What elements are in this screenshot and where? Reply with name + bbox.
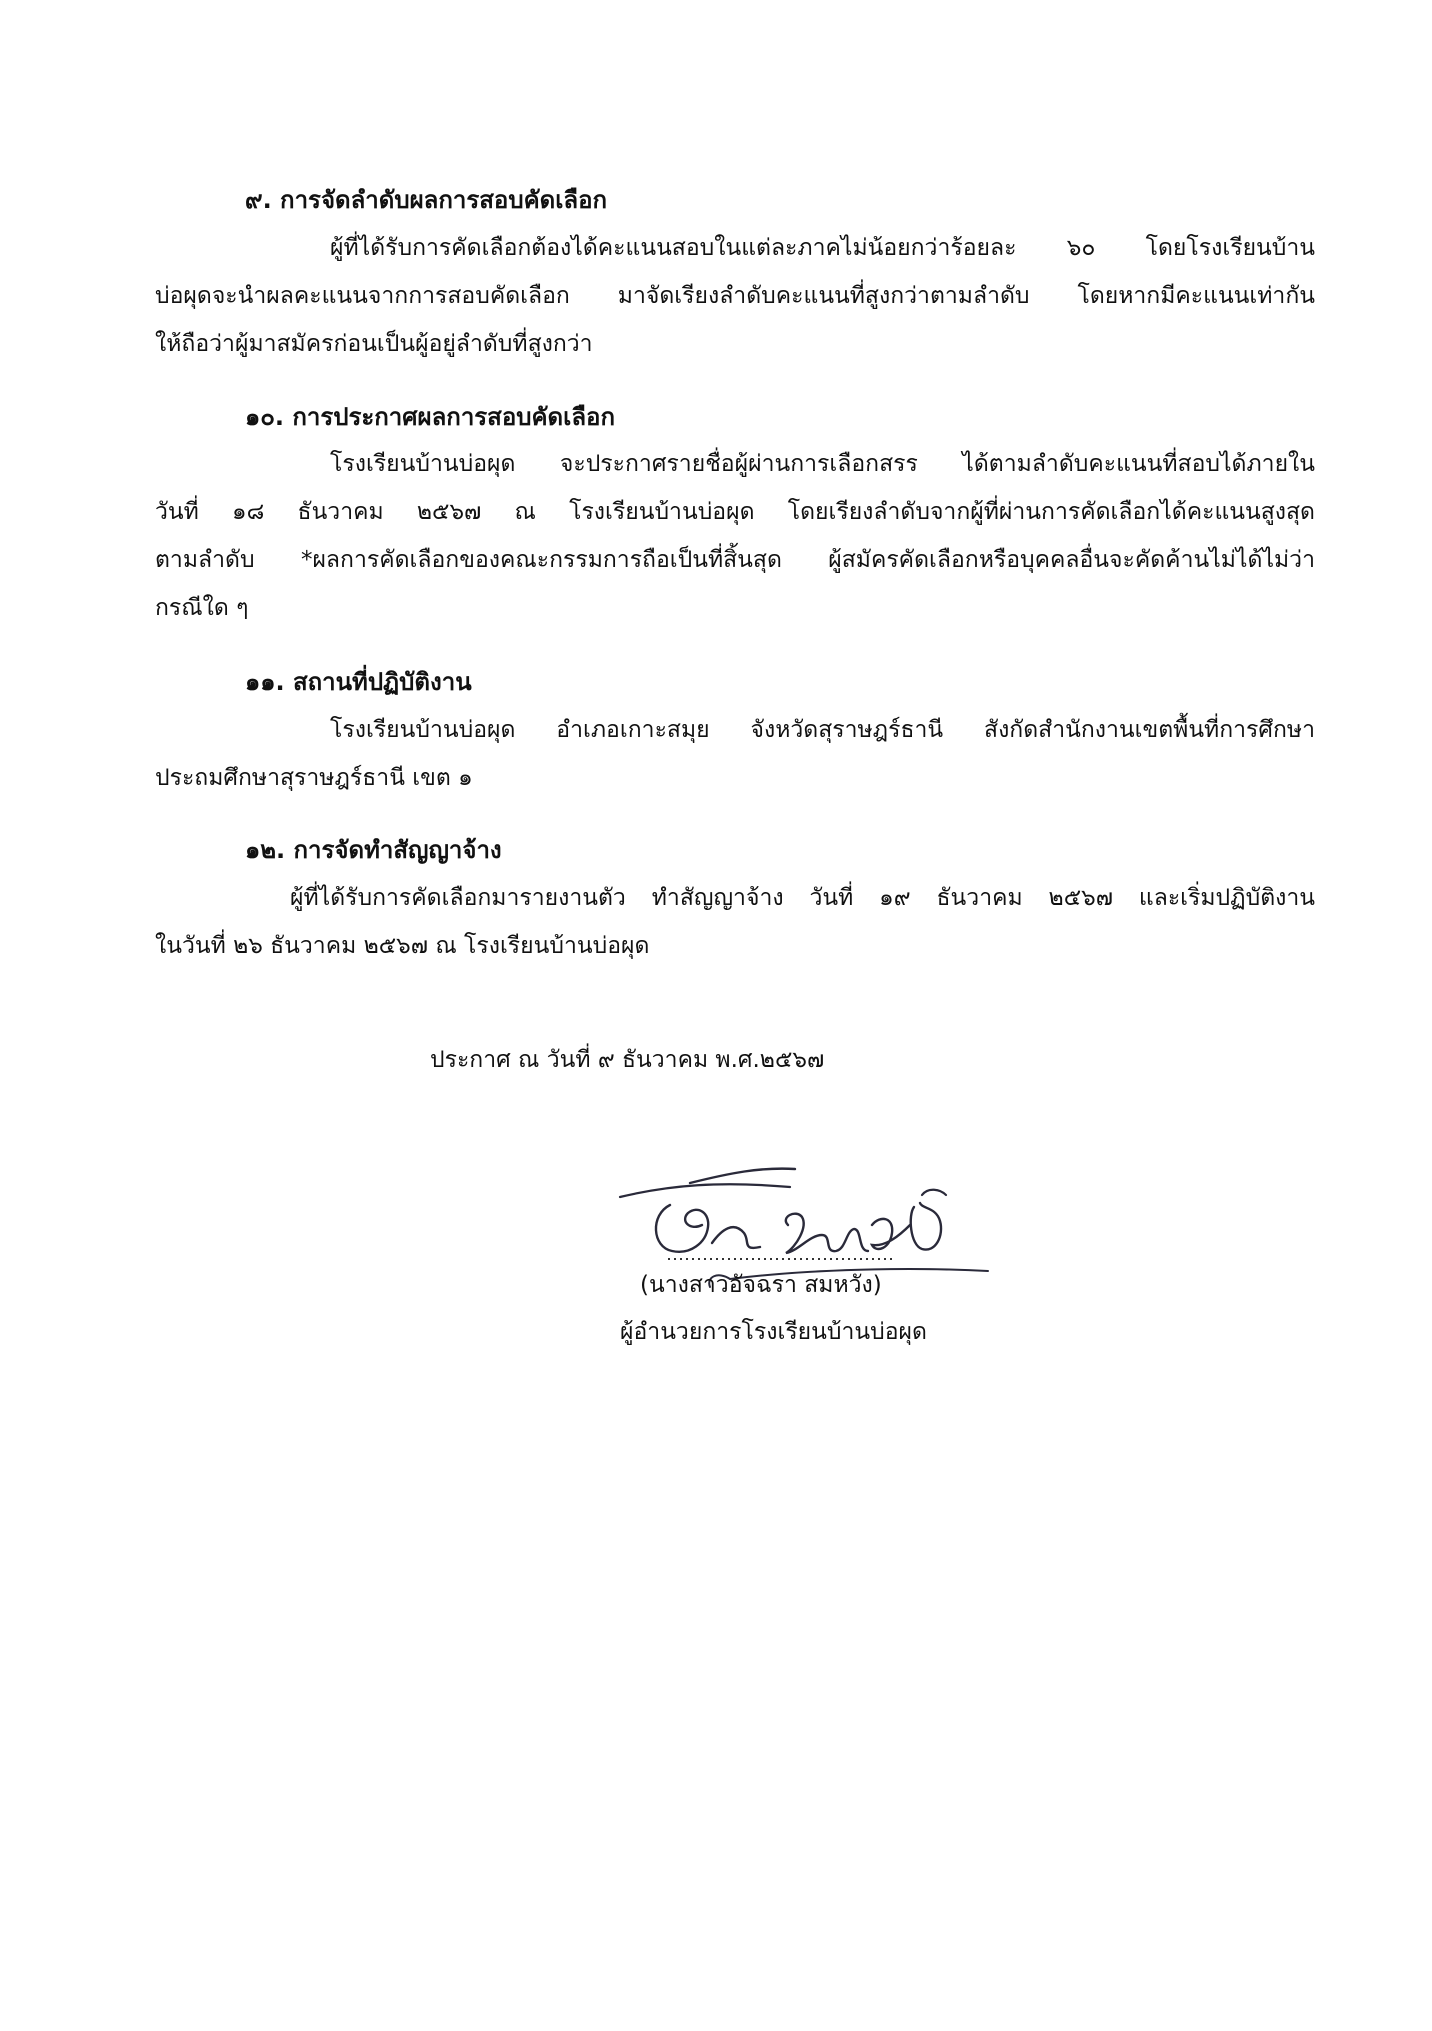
section-10-line-2: วันที่ ๑๘ ธันวาคม ๒๕๖๗ ณ โรงเรียนบ้านบ่อผุด โดยเรียงลำดับจากผู้ที่ผ่านการคัดเลือกได้คะแนนสูงสุด: [155, 499, 1315, 525]
section-10-line-1: โรงเรียนบ้านบ่อผุด จะประกาศรายชื่อผู้ผ่านการเลือกสรร ได้ตามลำดับคะแนนที่สอบได้ภายใน: [330, 451, 1315, 477]
section-10-line-4: กรณีใด ๆ: [155, 595, 249, 621]
section-10-line-3: ตามลำดับ *ผลการคัดเลือกของคณะกรรมการถือเป็นที่สิ้นสุด ผู้สมัครคัดเลือกหรือบุคคลอื่นจะคัดค้านไม่ได้ไม่ว่า: [155, 547, 1315, 573]
signer-title: ผู้อำนวยการโรงเรียนบ้านบ่อผุด: [620, 1319, 927, 1345]
signer-name: (นางสาวอัจฉรา สมหวัง): [640, 1272, 882, 1298]
section-10-heading: ๑๐. การประกาศผลการสอบคัดเลือก: [245, 403, 615, 431]
section-11-line-1: โรงเรียนบ้านบ่อผุด อำเภอเกาะสมุย จังหวัดสุราษฎร์ธานี สังกัดสำนักงานเขตพื้นที่การศึกษา: [330, 717, 1315, 743]
section-12-heading: ๑๒. การจัดทำสัญญาจ้าง: [245, 836, 502, 864]
announcement-date: ประกาศ ณ วันที่ ๙ ธันวาคม พ.ศ.๒๕๖๗: [430, 1047, 825, 1073]
section-11-line-2: ประถมศึกษาสุราษฎร์ธานี เขต ๑: [155, 765, 473, 791]
section-9-line-3: ให้ถือว่าผู้มาสมัครก่อนเป็นผู้อยู่ลำดับที่สูงกว่า: [155, 331, 593, 357]
section-12-line-1: ผู้ที่ได้รับการคัดเลือกมารายงานตัว ทำสัญญาจ้าง วันที่ ๑๙ ธันวาคม ๒๕๖๗ และเริ่มปฏิบัติงาน: [290, 885, 1315, 911]
section-9-line-2: บ่อผุดจะนำผลคะแนนจากการสอบคัดเลือก มาจัดเรียงลำดับคะแนนที่สูงกว่าตามลำดับ โดยหากมีคะแนนเท่ากัน: [155, 283, 1315, 309]
section-9-line-1: ผู้ที่ได้รับการคัดเลือกต้องได้คะแนนสอบในแต่ละภาคไม่น้อยกว่าร้อยละ ๖๐ โดยโรงเรียนบ้าน: [330, 235, 1315, 261]
section-9-heading: ๙. การจัดลำดับผลการสอบคัดเลือก: [245, 186, 608, 214]
section-12-line-2: ในวันที่ ๒๖ ธันวาคม ๒๕๖๗ ณ โรงเรียนบ้านบ่อผุด: [155, 933, 650, 959]
section-11-heading: ๑๑. สถานที่ปฏิบัติงาน: [245, 668, 472, 696]
